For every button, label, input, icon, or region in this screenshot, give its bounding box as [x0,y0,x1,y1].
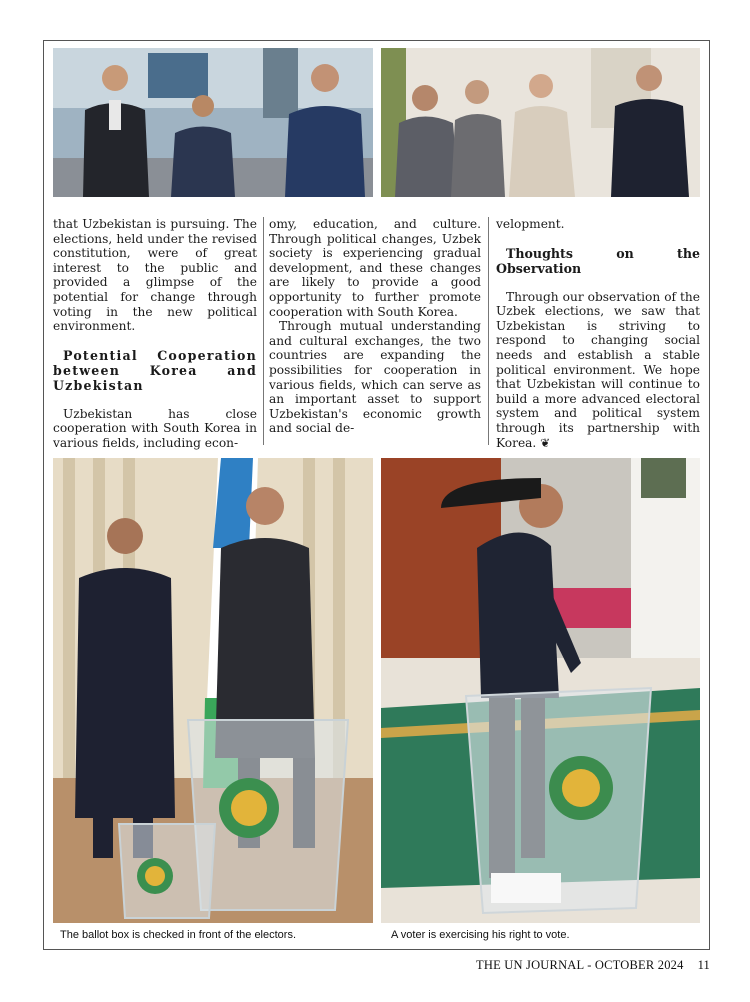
text-column-1 [53,217,257,451]
photo-ballot-box-check [53,458,373,923]
end-mark-icon: ❦ [540,435,551,450]
text-column-2 [269,217,481,436]
column-divider [263,217,264,445]
page-footer [476,958,710,973]
paragraph [496,290,700,451]
paragraph: Through mutual understanding and cultural exchanges, the two countries are expanding the possibilities for cooperation in various fields, which can serve as an important asset to support Uzbekistan's economic growth and social de- [269,319,481,436]
photo-caption-left: The ballot box is checked in front of the electors. [60,929,297,941]
paragraph-text: Through our observation of the Uzbek elections, we saw that Uzbekistan is striving to respond to changing social needs and establish a stable political environment. We hope that Uzbekistan will continue to build a more advanced electoral system and political system through its partnership with Korea. [496,289,700,450]
text-column-3 [496,217,700,450]
paragraph: that Uzbekistan is pursuing. The elections, held under the revised constitution, were of great interest to the public and provided a glimpse of the potential for change through voting in the new political environment. [53,217,257,334]
paragraph: Uzbekistan has close cooperation with South Korea in various fields, including econ- [53,406,257,450]
paragraph: omy, education, and culture. Through political changes, Uzbek society is experiencing gradual development, and these changes are likely to provide a good opportunity to further promote cooperation with South Korea. [269,217,481,319]
journal-name: THE UN JOURNAL - OCTOBER 2024 [476,958,684,972]
photo-caption-right: A voter is exercising his right to vote. [391,929,570,941]
photo-voter-casting [381,458,700,923]
photo-officials-anthem [53,48,373,197]
section-heading: Thoughts on the Observation [496,245,700,276]
paragraph: velopment. [496,217,565,231]
photo-observers-group [381,48,700,197]
section-heading: Potential Cooperation between Korea and Uzbekistan [53,347,257,393]
column-divider [488,217,489,445]
page-number: 11 [697,958,710,972]
